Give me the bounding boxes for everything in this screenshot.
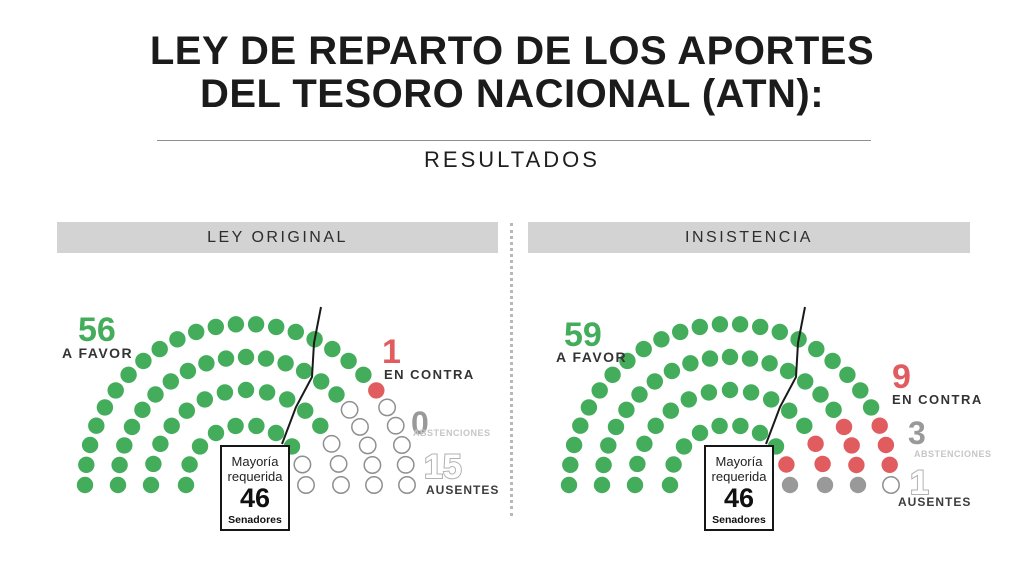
seat-dot-ausente xyxy=(394,437,410,453)
seat-dot-favor xyxy=(313,373,329,389)
section-header-ley-original xyxy=(57,222,498,253)
seat-dot-favor xyxy=(600,437,616,453)
favor-count: 56 xyxy=(78,311,116,349)
seat-dot-favor xyxy=(863,399,879,415)
seat-dot-favor xyxy=(88,418,104,434)
majority-text-2: requerida xyxy=(227,469,283,484)
seat-dot-ausente xyxy=(398,457,414,473)
seat-dot-favor xyxy=(636,341,652,357)
seat-dot-favor xyxy=(722,349,738,365)
seat-dot-favor xyxy=(238,382,254,398)
title-line-2: DEL TESORO NACIONAL (ATN): xyxy=(199,71,825,116)
abstenciones-label: ABSTENCIONES xyxy=(914,449,992,459)
seat-dot-favor xyxy=(120,367,136,383)
seat-dot-favor xyxy=(824,353,840,369)
seat-dot-favor xyxy=(781,403,797,419)
seat-dot-favor xyxy=(812,386,828,402)
seat-dot-ausente xyxy=(399,477,415,493)
abstenciones-label: ABSTENCIONES xyxy=(413,428,491,438)
seat-dot-favor xyxy=(797,373,813,389)
seat-dot-favor xyxy=(604,367,620,383)
seat-dot-abstencion xyxy=(850,477,866,493)
seat-dot-favor xyxy=(664,363,680,379)
seat-dot-favor xyxy=(572,418,588,434)
majority-text-1: Mayoría xyxy=(715,454,763,469)
seat-dot-favor xyxy=(208,319,224,335)
seat-dot-favor xyxy=(78,457,94,473)
contra-count: 1 xyxy=(382,333,401,371)
seat-dot-favor xyxy=(808,341,824,357)
seat-dot-favor xyxy=(722,382,738,398)
seat-dot-contra xyxy=(807,436,823,452)
seat-dot-favor xyxy=(631,386,647,402)
seat-dot-favor xyxy=(218,350,234,366)
seat-dot-contra xyxy=(368,382,384,398)
seat-dot-abstencion xyxy=(817,477,833,493)
seat-dot-contra xyxy=(844,437,860,453)
seat-dot-favor xyxy=(627,477,643,493)
seat-dot-ausente xyxy=(294,456,310,472)
majority-value: 46 xyxy=(239,483,271,513)
seat-dot-favor xyxy=(217,384,233,400)
seat-dot-favor xyxy=(259,384,275,400)
favor-label: A FAVOR xyxy=(556,349,628,365)
seat-dot-favor xyxy=(752,319,768,335)
chart-insistencia xyxy=(530,255,1004,565)
abstenciones-count: 3 xyxy=(908,415,926,451)
subtitle: RESULTADOS xyxy=(424,147,600,172)
ausentes-count xyxy=(422,445,502,487)
seat-dot-favor xyxy=(629,456,645,472)
seat-dot-favor xyxy=(111,457,127,473)
seat-dot-favor xyxy=(238,349,254,365)
seat-dot-favor xyxy=(701,384,717,400)
seat-dot-ausente xyxy=(298,477,314,493)
seat-dot-ausente xyxy=(883,477,899,493)
seat-dot-contra xyxy=(882,457,898,473)
majority-value: 46 xyxy=(723,483,755,513)
seat-dot-favor xyxy=(825,402,841,418)
seat-dot-contra xyxy=(872,418,888,434)
seat-dot-contra xyxy=(848,457,864,473)
seat-dot-contra xyxy=(836,419,852,435)
hemicycle-ley-original xyxy=(56,255,530,565)
seat-dot-favor xyxy=(277,355,293,371)
seat-dot-favor xyxy=(796,418,812,434)
seat-dot-favor xyxy=(608,419,624,435)
seat-dot-favor xyxy=(147,386,163,402)
seat-dot-favor xyxy=(108,382,124,398)
abstenciones-count: 0 xyxy=(411,405,429,441)
seat-dot-favor xyxy=(258,350,274,366)
seat-dot-favor xyxy=(712,316,728,332)
seat-dot-contra xyxy=(814,456,830,472)
seat-dot-favor xyxy=(839,367,855,383)
majority-unit: Senadores xyxy=(228,513,282,526)
seat-dot-favor xyxy=(761,355,777,371)
seat-dot-ausente xyxy=(333,477,349,493)
seat-dot-favor xyxy=(181,456,197,472)
seat-dot-contra xyxy=(778,456,794,472)
section-header-insistencia xyxy=(528,222,970,253)
seat-dot-abstencion xyxy=(782,477,798,493)
favor-count: 59 xyxy=(564,316,602,354)
seat-dot-favor xyxy=(180,363,196,379)
seat-dot-favor xyxy=(594,477,610,493)
seat-dot-favor xyxy=(581,399,597,415)
seat-dot-favor xyxy=(647,373,663,389)
seat-dot-favor xyxy=(97,399,113,415)
seat-dot-favor xyxy=(268,425,284,441)
seat-dot-favor xyxy=(164,418,180,434)
seat-dot-favor xyxy=(653,331,669,347)
seat-dot-favor xyxy=(77,477,93,493)
seat-dot-favor xyxy=(743,384,759,400)
majority-box xyxy=(704,445,774,531)
seat-dot-ausente xyxy=(330,456,346,472)
title-divider xyxy=(157,140,871,141)
seat-dot-favor xyxy=(324,341,340,357)
seat-dot-favor xyxy=(198,355,214,371)
ausentes-label: AUSENTES xyxy=(898,495,972,509)
seat-dot-favor xyxy=(135,353,151,369)
seat-dot-favor xyxy=(248,316,264,332)
seat-dot-favor xyxy=(134,402,150,418)
contra-count: 9 xyxy=(892,358,911,396)
seat-dot-ausente xyxy=(341,402,357,418)
seat-dot-favor xyxy=(268,319,284,335)
seat-dot-ausente xyxy=(366,477,382,493)
seat-dot-favor xyxy=(636,436,652,452)
seat-dot-favor xyxy=(248,418,264,434)
seat-dot-favor xyxy=(618,402,634,418)
seat-dot-favor xyxy=(124,419,140,435)
seat-dot-favor xyxy=(143,477,159,493)
seat-dot-favor xyxy=(288,324,304,340)
section-header-label: LEY ORIGINAL xyxy=(207,228,348,246)
seat-dot-favor xyxy=(562,457,578,473)
seat-dot-favor xyxy=(702,350,718,366)
seat-dot-ausente xyxy=(352,419,368,435)
seat-dot-favor xyxy=(152,341,168,357)
seat-dot-favor xyxy=(595,457,611,473)
seat-dot-favor xyxy=(227,418,243,434)
seat-dot-favor xyxy=(692,319,708,335)
seat-dot-favor xyxy=(732,316,748,332)
seat-dot-ausente xyxy=(379,399,395,415)
seat-dot-favor xyxy=(163,373,179,389)
seat-dot-favor xyxy=(711,418,727,434)
seat-dot-favor xyxy=(279,391,295,407)
seat-dot-favor xyxy=(676,438,692,454)
seat-dot-favor xyxy=(110,477,126,493)
majority-text-1: Mayoría xyxy=(231,454,279,469)
seat-dot-favor xyxy=(169,331,185,347)
seat-dot-favor xyxy=(692,425,708,441)
seat-dot-ausente xyxy=(364,457,380,473)
contra-label: EN CONTRA xyxy=(384,367,475,382)
seat-dot-favor xyxy=(682,355,698,371)
seat-dot-ausente xyxy=(388,418,404,434)
svg-text:15: 15 xyxy=(424,448,462,486)
seat-dot-favor xyxy=(665,456,681,472)
seat-dot-favor xyxy=(561,477,577,493)
seat-dot-favor xyxy=(188,324,204,340)
chart-ley-original xyxy=(56,255,530,565)
seat-dot-favor xyxy=(852,382,868,398)
seat-dot-favor xyxy=(228,316,244,332)
seat-dot-favor xyxy=(197,391,213,407)
seat-dot-favor xyxy=(82,437,98,453)
seat-dot-favor xyxy=(297,403,313,419)
seat-dot-contra xyxy=(878,437,894,453)
section-header-label: INSISTENCIA xyxy=(685,228,813,246)
majority-text-2: requerida xyxy=(711,469,767,484)
seat-dot-favor xyxy=(328,386,344,402)
seat-dot-favor xyxy=(296,363,312,379)
page-title xyxy=(0,30,1024,116)
svg-text:1: 1 xyxy=(910,464,929,502)
seat-dot-favor xyxy=(648,418,664,434)
seat-dot-favor xyxy=(566,437,582,453)
seat-dot-favor xyxy=(312,418,328,434)
title-line-1: LEY DE REPARTO DE LOS APORTES xyxy=(149,29,875,73)
contra-label: EN CONTRA xyxy=(892,392,983,407)
ausentes-label: AUSENTES xyxy=(426,483,500,497)
seat-dot-favor xyxy=(192,438,208,454)
seat-dot-favor xyxy=(179,403,195,419)
seat-dot-favor xyxy=(732,418,748,434)
seat-dot-favor xyxy=(208,425,224,441)
seat-dot-favor xyxy=(178,477,194,493)
seat-dot-favor xyxy=(152,436,168,452)
seat-dot-favor xyxy=(340,353,356,369)
majority-unit: Senadores xyxy=(712,513,766,526)
seat-dot-favor xyxy=(592,382,608,398)
seat-dot-favor xyxy=(662,477,678,493)
seat-dot-favor xyxy=(145,456,161,472)
favor-label: A FAVOR xyxy=(62,345,134,361)
seat-dot-favor xyxy=(355,367,371,383)
seat-dot-favor xyxy=(742,350,758,366)
seat-dot-ausente xyxy=(360,437,376,453)
seat-dot-favor xyxy=(752,425,768,441)
seat-dot-favor xyxy=(780,363,796,379)
seat-dot-favor xyxy=(772,324,788,340)
majority-box xyxy=(220,445,290,531)
seat-dot-favor xyxy=(763,391,779,407)
seat-dot-favor xyxy=(663,403,679,419)
seat-dot-ausente xyxy=(323,436,339,452)
seat-dot-favor xyxy=(681,391,697,407)
seat-dot-favor xyxy=(672,324,688,340)
seat-dot-favor xyxy=(116,437,132,453)
